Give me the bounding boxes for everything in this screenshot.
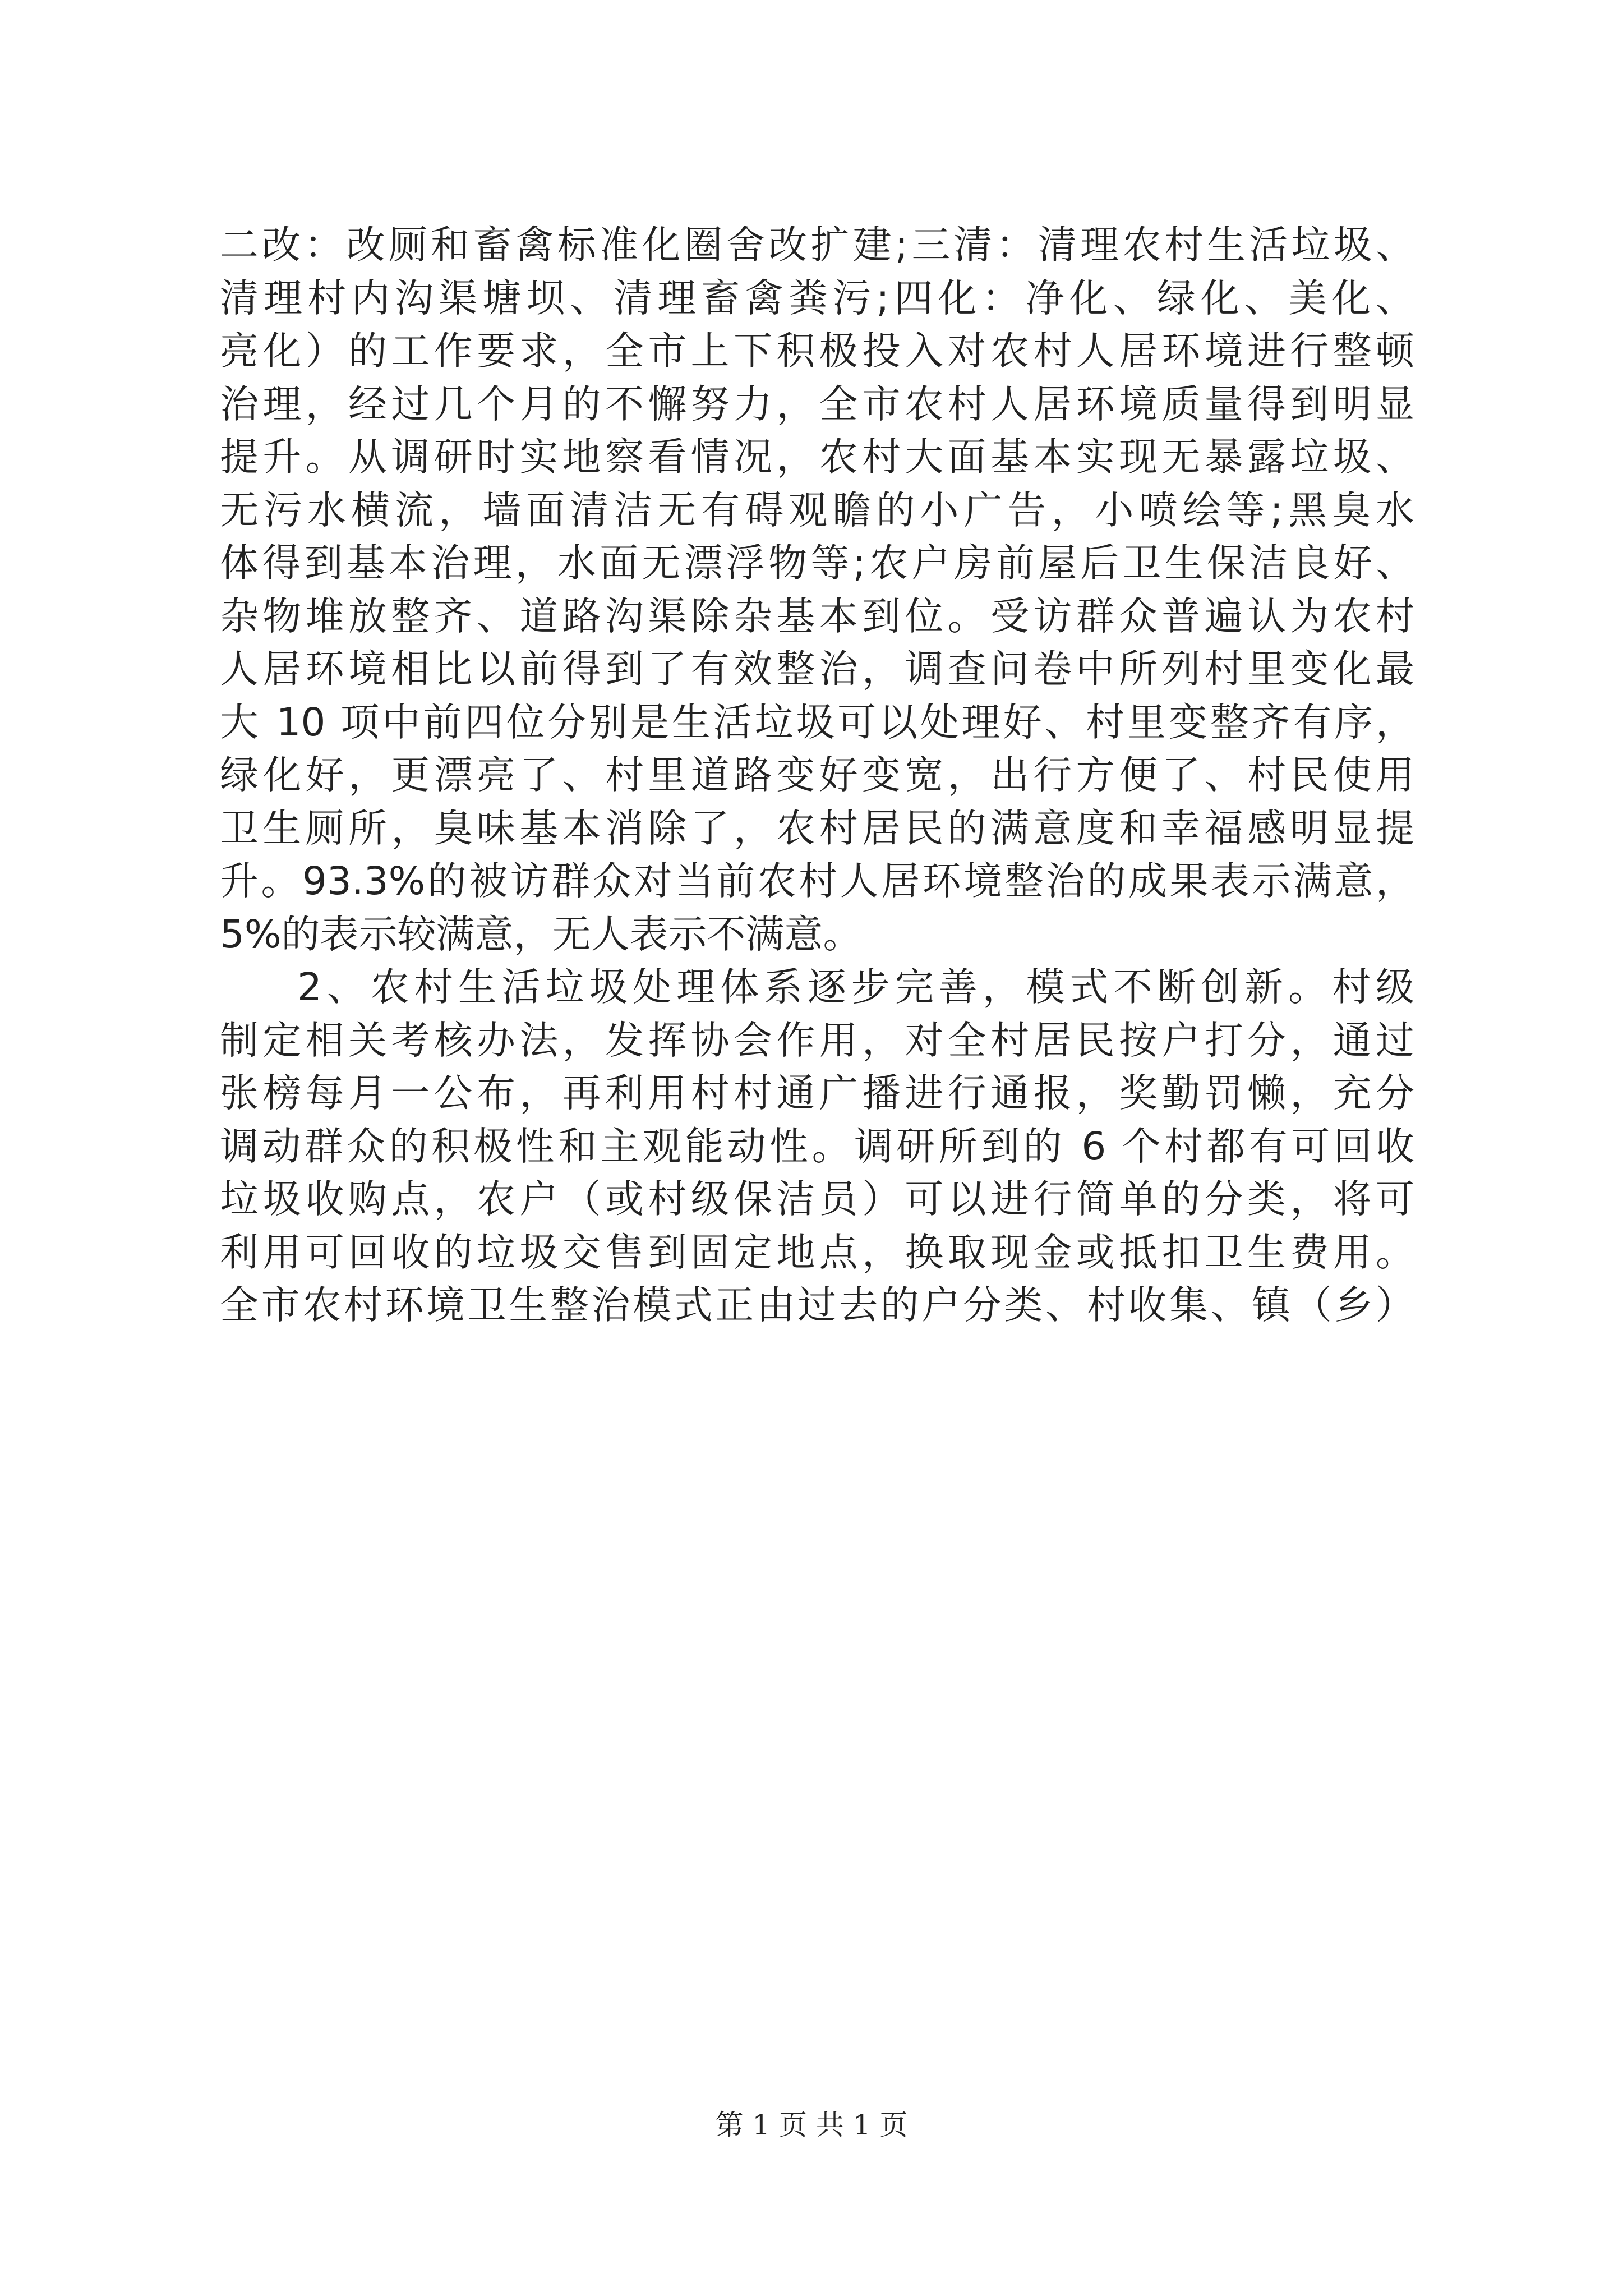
body-line: 治理，经过几个月的不懈努力，全市农村人居环境质量得到明显	[220, 381, 1414, 427]
body-line: 利用可回收的垃圾交售到固定地点，换取现金或抵扣卫生费用。	[220, 1230, 1414, 1275]
document-body	[220, 219, 1414, 1332]
body-line: 大 10 项中前四位分别是生活垃圾可以处理好、村里变整齐有序，	[220, 700, 1414, 745]
body-line: 制定相关考核办法，发挥协会作用，对全村居民按户打分，通过	[220, 1018, 1414, 1063]
body-line: 二改：改厕和畜禽标准化圈舍改扩建;三清：清理农村生活垃圾、	[220, 223, 1414, 268]
body-line: 调动群众的积极性和主观能动性。调研所到的 6 个村都有可回收	[220, 1124, 1414, 1169]
body-line: 体得到基本治理，水面无漂浮物等;农户房前屋后卫生保洁良好、	[220, 541, 1414, 586]
body-line: 绿化好，更漂亮了、村里道路变好变宽，出行方便了、村民使用	[220, 753, 1414, 798]
body-line: 杂物堆放整齐、道路沟渠除杂基本到位。受访群众普遍认为农村	[220, 593, 1414, 639]
body-line: 人居环境相比以前得到了有效整治，调查问卷中所列村里变化最	[220, 647, 1414, 692]
body-line: 升。93.3%的被访群众对当前农村人居环境整治的成果表示满意，	[220, 859, 1414, 904]
body-line: 亮化）的工作要求，全市上下积极投入对农村人居环境进行整顿	[220, 329, 1414, 374]
page-footer: 第 1 页 共 1 页	[715, 2109, 908, 2141]
body-line: 5%的表示较满意，无人表示不满意。	[220, 912, 862, 957]
body-line: 张榜每月一公布，再利用村村通广播进行通报，奖勤罚懒，充分	[220, 1071, 1414, 1116]
body-line: 清理村内沟渠塘坝、清理畜禽粪污;四化：净化、绿化、美化、	[220, 275, 1414, 321]
body-line: 无污水横流，墙面清洁无有碍观瞻的小广告，小喷绘等;黑臭水	[220, 487, 1414, 533]
body-line: 卫生厕所，臭味基本消除了，农村居民的满意度和幸福感明显提	[220, 806, 1414, 851]
body-line: 垃圾收购点，农户（或村级保洁员）可以进行简单的分类，将可	[220, 1177, 1414, 1222]
body-line: 提升。从调研时实地察看情况，农村大面基本实现无暴露垃圾、	[220, 435, 1414, 480]
body-line: 2、农村生活垃圾处理体系逐步完善，模式不断创新。村级	[297, 965, 1414, 1010]
body-line: 全市农村环境卫生整治模式正由过去的户分类、村收集、镇（乡）	[220, 1283, 1414, 1328]
